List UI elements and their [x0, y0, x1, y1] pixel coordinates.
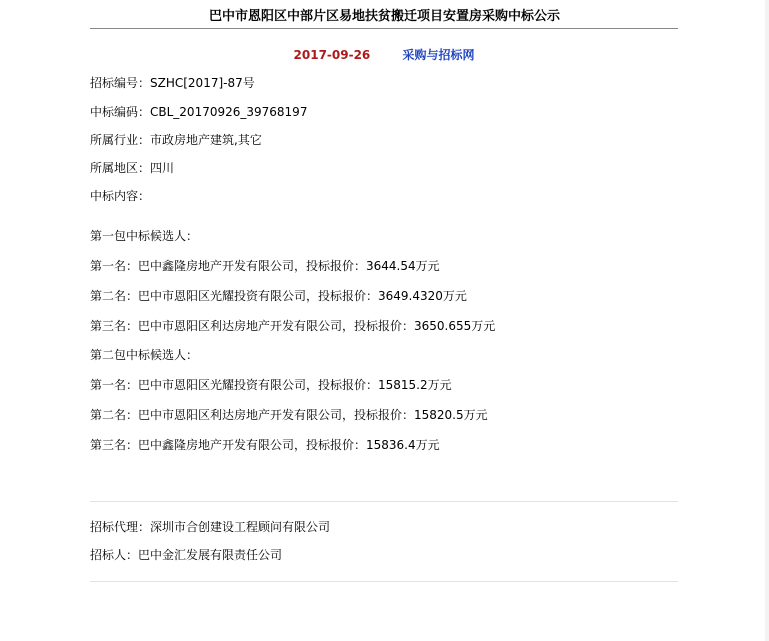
candidate-line: 第二名：巴中市恩阳区光耀投资有限公司，投标报价：3649.4320万元 [90, 289, 467, 303]
content-label: 中标内容： [90, 189, 151, 203]
candidate-line: 第二名：巴中市恩阳区利达房地产开发有限公司，投标报价：15820.5万元 [90, 408, 488, 422]
candidate-line: 第一名：巴中市恩阳区光耀投资有限公司，投标报价：15815.2万元 [90, 378, 452, 392]
tender-agent: 招标代理：深圳市合创建设工程顾问有限公司 [90, 520, 331, 534]
candidate-line: 第三名：巴中鑫隆房地产开发有限公司，投标报价：15836.4万元 [90, 438, 440, 452]
industry: 所属行业：市政房地产建筑,其它 [90, 133, 262, 147]
candidate-line: 第一名：巴中鑫隆房地产开发有限公司，投标报价：3644.54万元 [90, 259, 440, 273]
tender-number: 招标编号：SZHC[2017]-87号 [90, 76, 255, 90]
page-title: 巴中市恩阳区中部片区易地扶贫搬迁项目安置房采购中标公示 [208, 9, 560, 24]
bid-code: 中标编码：CBL_20170926_39768197 [90, 105, 308, 119]
bottom-divider [90, 581, 678, 582]
title-divider [90, 28, 678, 29]
region: 所属地区：四川 [90, 161, 175, 175]
package-heading: 第一包中标候选人： [90, 229, 199, 243]
tenderer: 招标人：巴中金汇发展有限责任公司 [90, 548, 283, 562]
footer-divider [90, 501, 678, 502]
candidate-line: 第三名：巴中市恩阳区利达房地产开发有限公司，投标报价：3650.655万元 [90, 319, 496, 333]
article-meta [90, 46, 678, 63]
package-heading: 第二包中标候选人： [90, 348, 199, 362]
scrollbar-track[interactable] [765, 0, 769, 641]
publish-date: 2017-09-26 [293, 48, 371, 62]
source-link[interactable]: 采购与招标网 [402, 48, 475, 62]
